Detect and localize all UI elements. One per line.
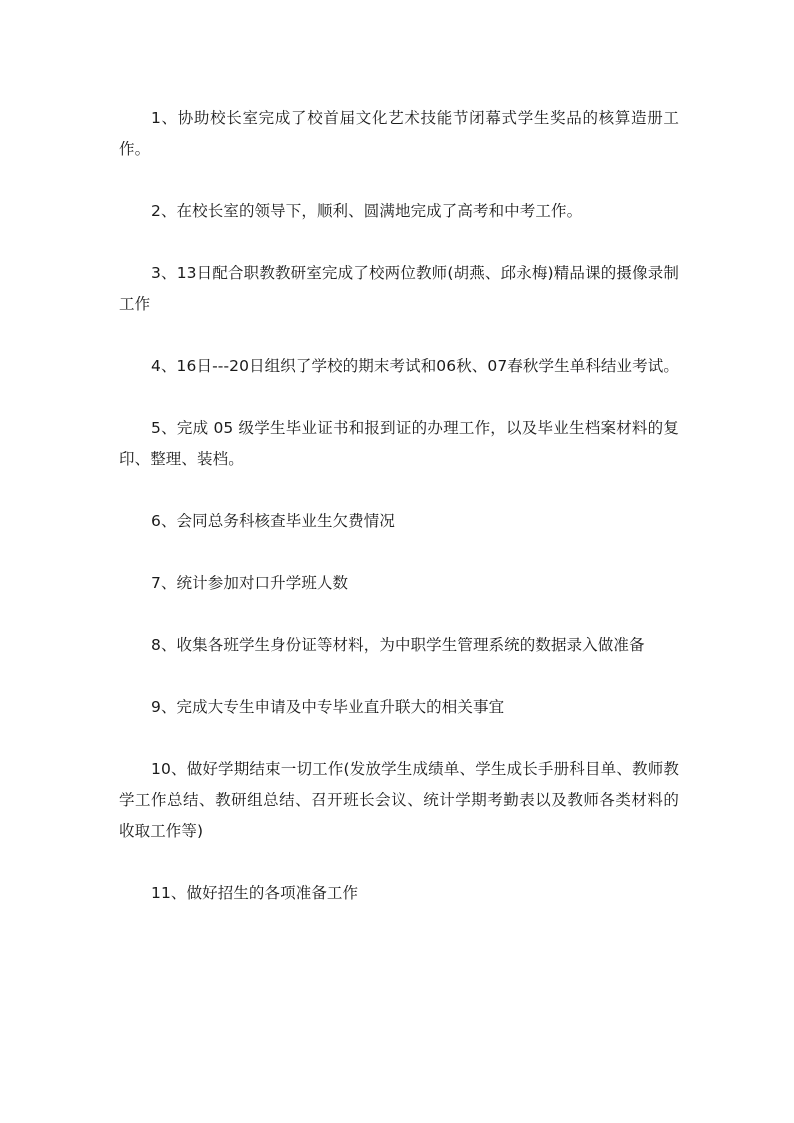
document-body (119, 103, 679, 940)
list-item-3: 3、13日配合职教教研室完成了校两位教师(胡燕、邱永梅)精品课的摄像录制工作 (119, 264, 679, 313)
list-item-4: 4、16日---20日组织了学校的期末考试和06秋、07春秋学生单科结业考试。 (151, 357, 679, 375)
list-item-1: 1、协助校长室完成了校首届文化艺术技能节闭幕式学生奖品的核算造册工作。 (119, 109, 679, 158)
list-item-8: 8、收集各班学生身份证等材料，为中职学生管理系统的数据录入做准备 (151, 636, 645, 654)
list-item-2: 2、在校长室的领导下，顺利、圆满地完成了高考和中考工作。 (151, 202, 583, 220)
list-item-5: 5、完成 05 级学生毕业证书和报到证的办理工作，以及毕业生档案材料的复印、整理、装档。 (119, 419, 679, 468)
list-item-9: 9、完成大专生申请及中专毕业直升联大的相关事宜 (151, 698, 505, 716)
list-item-6: 6、会同总务科核查毕业生欠费情况 (151, 512, 395, 530)
list-item-11: 11、做好招生的各项准备工作 (151, 884, 359, 902)
list-item-7: 7、统计参加对口升学班人数 (151, 574, 349, 592)
list-item-10: 10、做好学期结束一切工作(发放学生成绩单、学生成长手册科目单、教师教学工作总结、教研组总结、召开班长会议、统计学期考勤表以及教师各类材料的收取工作等) (119, 760, 679, 840)
